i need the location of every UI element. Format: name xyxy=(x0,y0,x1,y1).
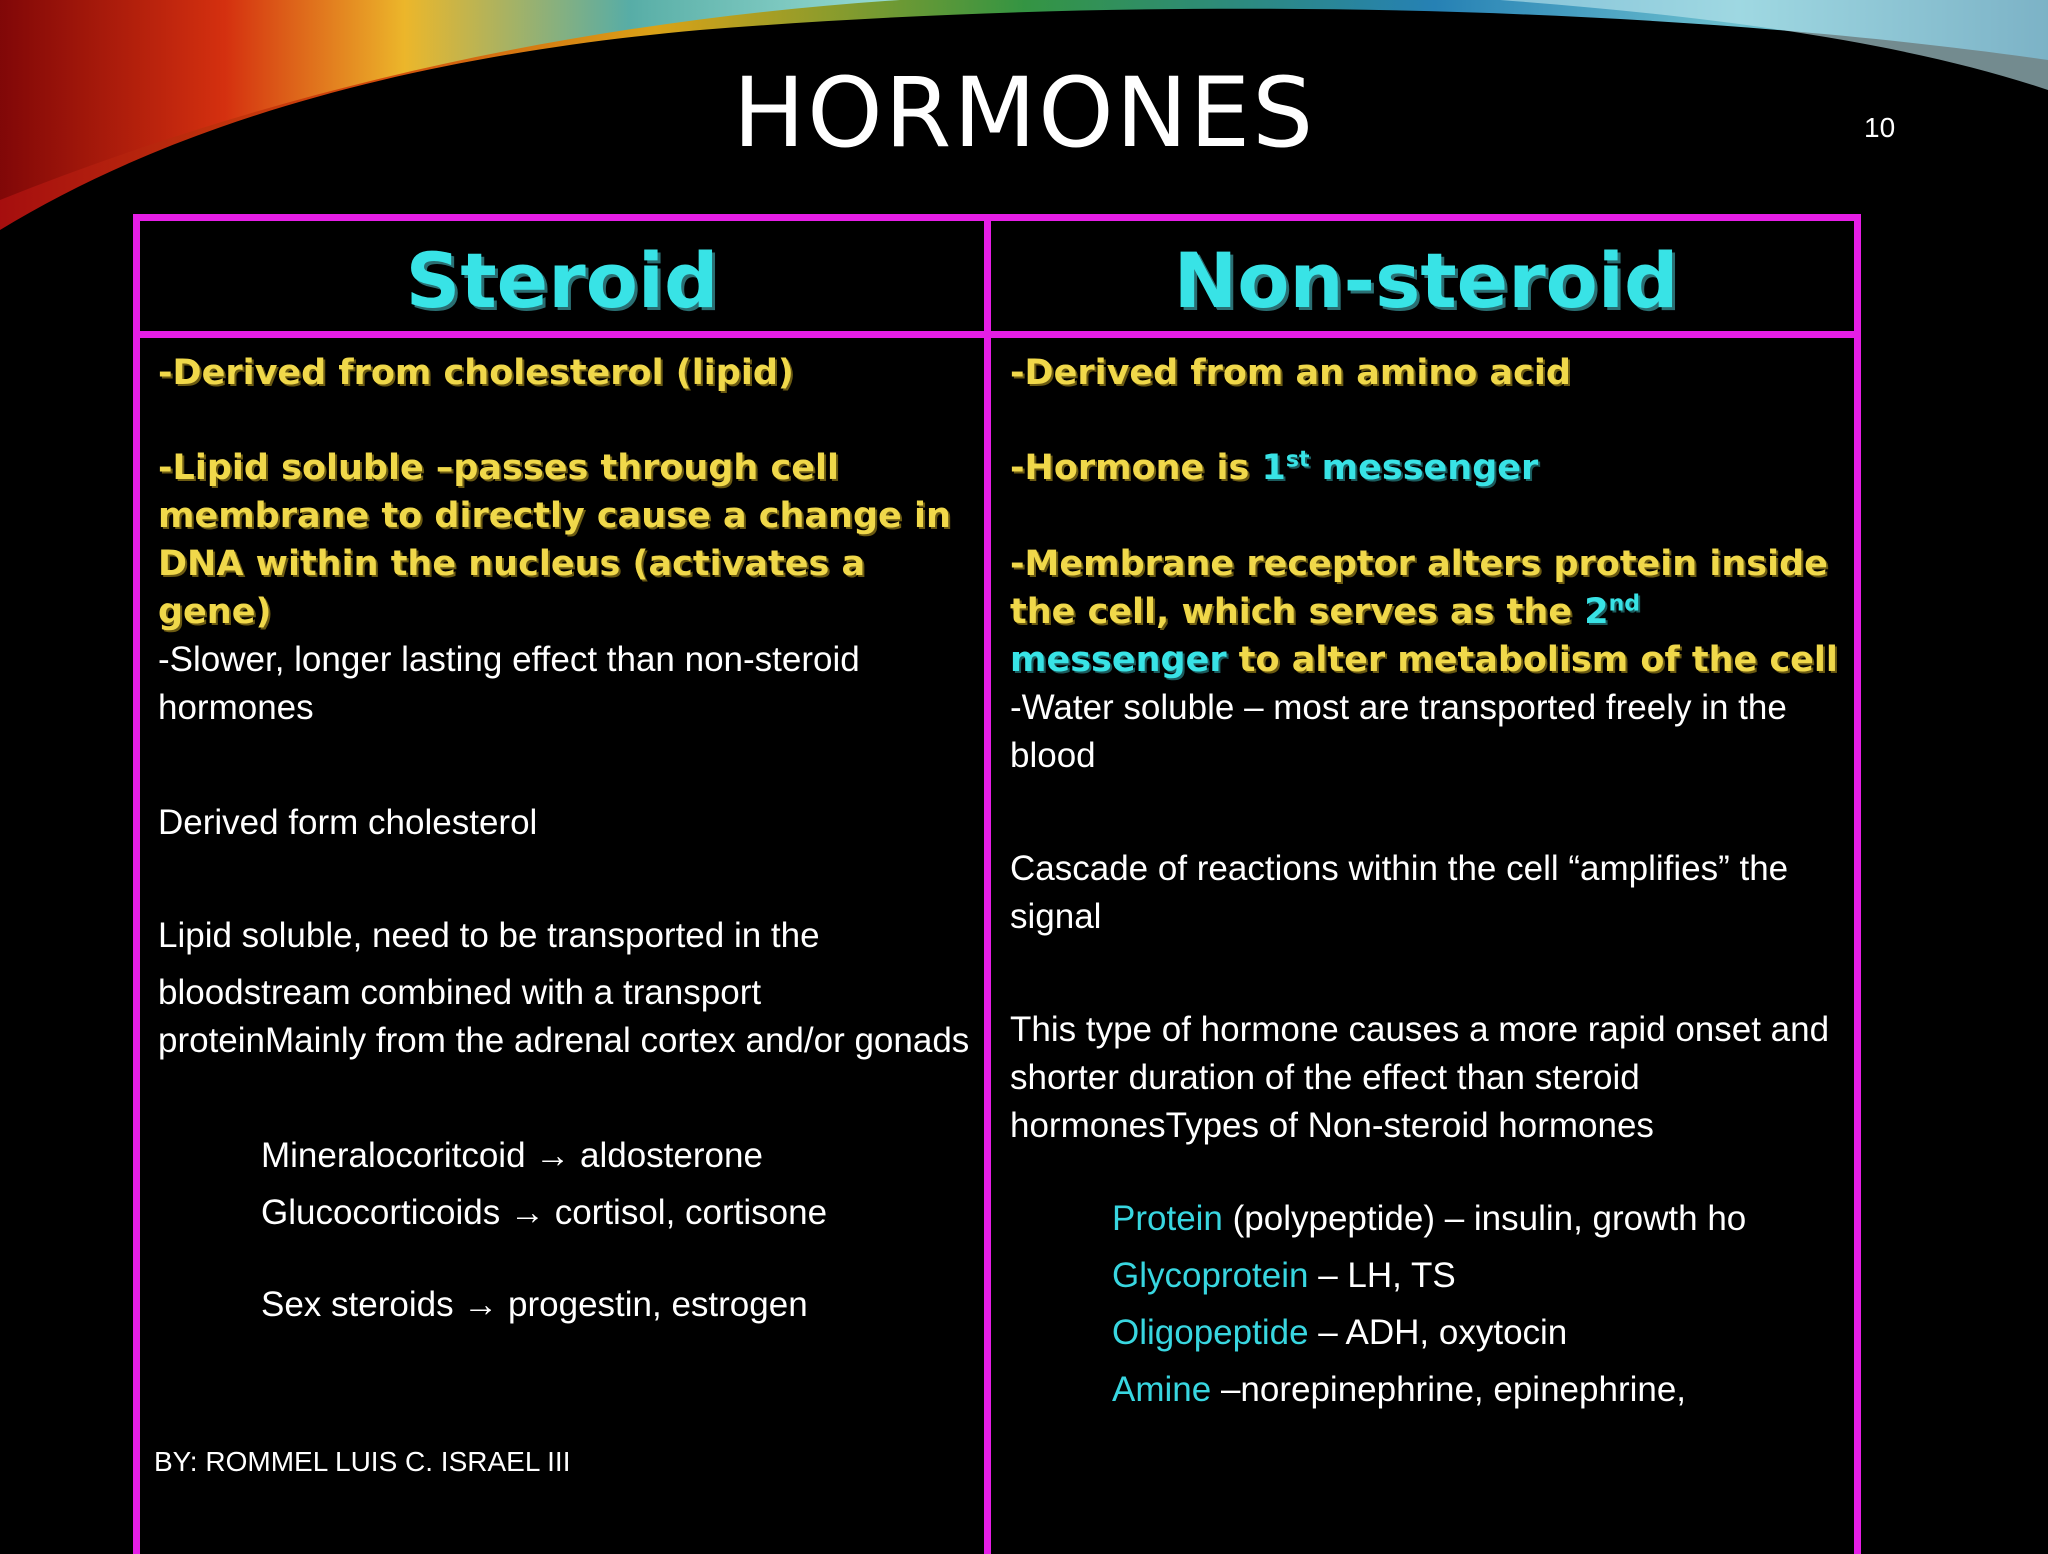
nonsteroid-point-membrane: -Membrane receptor alters protein inside the cell, which serves as the 2nd messenger to alter metabolism of the cell xyxy=(1010,544,1838,680)
steroid-text-derived-form: Derived form cholesterol xyxy=(158,803,538,842)
steroid-column xyxy=(158,349,978,1329)
steroid-type-item: Mineralocoritcoid → aldosterone xyxy=(261,1136,763,1175)
steroid-text-slower: -Slower, longer lasting effect than non-steroid hormones xyxy=(158,640,860,727)
nonsteroid-text-rapid: This type of hormone causes a more rapid onset and shorter duration of the effect than steroid hormonesTypes of Non-steroid hormones xyxy=(1010,1010,1830,1145)
nonsteroid-type-item xyxy=(1112,1195,1850,1243)
non-steroid-column xyxy=(1010,349,1850,1414)
steroid-text-lipid-b: bloodstream combined with a transport proteinMainly from the adrenal cortex and/or gonads xyxy=(158,973,970,1060)
nonsteroid-point-derived: -Derived from an amino acid xyxy=(1010,353,1571,393)
steroid-type-item: Sex steroids → progestin, estrogen xyxy=(261,1285,808,1324)
slide-number: 10 xyxy=(1864,112,1896,143)
type-name: Glycoprotein xyxy=(1112,1256,1309,1295)
type-examples: –norepinephrine, epinephrine, xyxy=(1211,1370,1687,1409)
column-divider xyxy=(984,221,991,1554)
steroid-text-lipid-a: Lipid soluble, need to be transported in the xyxy=(158,916,820,955)
slide-title: HORMONES xyxy=(732,57,1316,169)
type-examples: – LH, TS xyxy=(1308,1256,1456,1295)
nonsteroid-type-item xyxy=(1112,1366,1850,1414)
header-steroid: Steroid xyxy=(405,236,719,325)
type-examples: – ADH, oxytocin xyxy=(1308,1313,1568,1352)
nonsteroid-type-item xyxy=(1112,1252,1850,1300)
type-name: Protein xyxy=(1112,1199,1223,1238)
nonsteroid-type-item xyxy=(1112,1309,1850,1357)
steroid-point-lipid: -Lipid soluble –passes through cell membrane to directly cause a change in DNA within the nucleus (activates a gene) xyxy=(158,448,951,632)
comparison-table xyxy=(133,214,1861,1554)
steroid-point-derived: -Derived from cholesterol (lipid) xyxy=(158,353,794,393)
steroid-type-item: Glucocorticoids → cortisol, cortisone xyxy=(261,1193,828,1232)
nonsteroid-types-list xyxy=(1010,1195,1850,1414)
header-non-steroid: Non-steroid xyxy=(1173,236,1679,325)
type-name: Amine xyxy=(1112,1370,1212,1409)
nonsteroid-text-cascade: Cascade of reactions within the cell “amplifies” the signal xyxy=(1010,849,1789,936)
header-divider xyxy=(140,331,1854,338)
type-examples: (polypeptide) – insulin, growth ho xyxy=(1222,1199,1747,1238)
type-name: Oligopeptide xyxy=(1112,1313,1309,1352)
nonsteroid-point-first-messenger: -Hormone is 1st messenger xyxy=(1010,447,1539,488)
nonsteroid-text-water: -Water soluble – most are transported freely in the blood xyxy=(1010,688,1787,775)
author-footer: BY: ROMMEL LUIS C. ISRAEL III xyxy=(154,1446,571,1477)
